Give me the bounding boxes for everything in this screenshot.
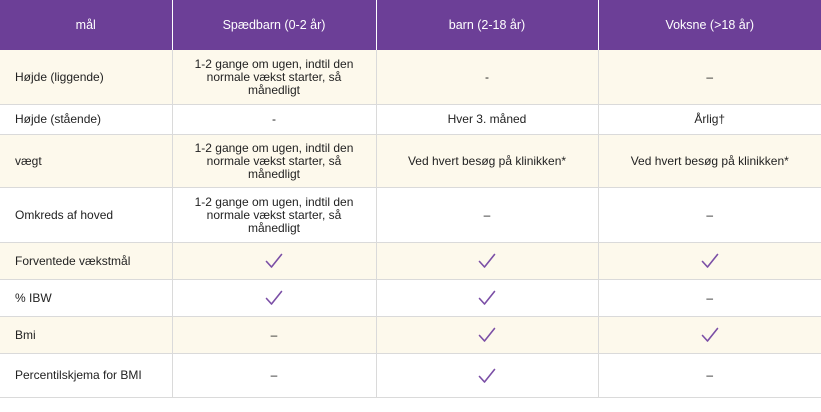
row-label: % IBW: [0, 280, 172, 317]
checkmark-icon: [478, 253, 496, 269]
cell-infant: –: [172, 354, 376, 398]
cell-infant: [172, 280, 376, 317]
cell-child: [376, 280, 598, 317]
cell-adult: [598, 243, 821, 280]
cell-adult: –: [598, 50, 821, 105]
row-label: Omkreds af hoved: [0, 188, 172, 243]
table-row: [0, 50, 821, 105]
table-row: [0, 105, 821, 135]
header-infant: Spædbarn (0-2 år): [172, 0, 376, 50]
table-body: [0, 50, 821, 398]
row-label: Højde (stående): [0, 105, 172, 135]
row-label: Percentilskjema for BMI: [0, 354, 172, 398]
header-measure: mål: [0, 0, 172, 50]
cell-infant: 1-2 gange om ugen, indtil den normale vækst starter, så månedligt: [172, 188, 376, 243]
cell-infant: –: [172, 317, 376, 354]
header-adult: Voksne (>18 år): [598, 0, 821, 50]
header-row: [0, 0, 821, 50]
cell-child: –: [376, 188, 598, 243]
header-child: barn (2-18 år): [376, 0, 598, 50]
table-row: [0, 243, 821, 280]
checkmark-icon: [478, 290, 496, 306]
cell-adult: –: [598, 188, 821, 243]
table-row: [0, 317, 821, 354]
checkmark-icon: [265, 290, 283, 306]
checkmark-icon: [478, 368, 496, 384]
cell-infant: 1-2 gange om ugen, indtil den normale vækst starter, så månedligt: [172, 135, 376, 188]
cell-child: [376, 243, 598, 280]
checkmark-icon: [478, 327, 496, 343]
cell-adult: Ved hvert besøg på klinikken*: [598, 135, 821, 188]
cell-adult: [598, 317, 821, 354]
table-row: [0, 135, 821, 188]
row-label: vægt: [0, 135, 172, 188]
row-label: Forventede vækstmål: [0, 243, 172, 280]
table-row: [0, 354, 821, 398]
cell-child: [376, 317, 598, 354]
cell-infant: 1-2 gange om ugen, indtil den normale vækst starter, så månedligt: [172, 50, 376, 105]
cell-child: Hver 3. måned: [376, 105, 598, 135]
cell-child: -: [376, 50, 598, 105]
checkmark-icon: [265, 253, 283, 269]
row-label: Bmi: [0, 317, 172, 354]
row-label: Højde (liggende): [0, 50, 172, 105]
table-row: [0, 280, 821, 317]
checkmark-icon: [701, 253, 719, 269]
cell-adult: –: [598, 354, 821, 398]
checkmark-icon: [701, 327, 719, 343]
cell-infant: [172, 243, 376, 280]
cell-adult: –: [598, 280, 821, 317]
cell-infant: -: [172, 105, 376, 135]
cell-child: [376, 354, 598, 398]
cell-adult: Årlig†: [598, 105, 821, 135]
table-header: [0, 0, 821, 50]
table-row: [0, 188, 821, 243]
cell-child: Ved hvert besøg på klinikken*: [376, 135, 598, 188]
